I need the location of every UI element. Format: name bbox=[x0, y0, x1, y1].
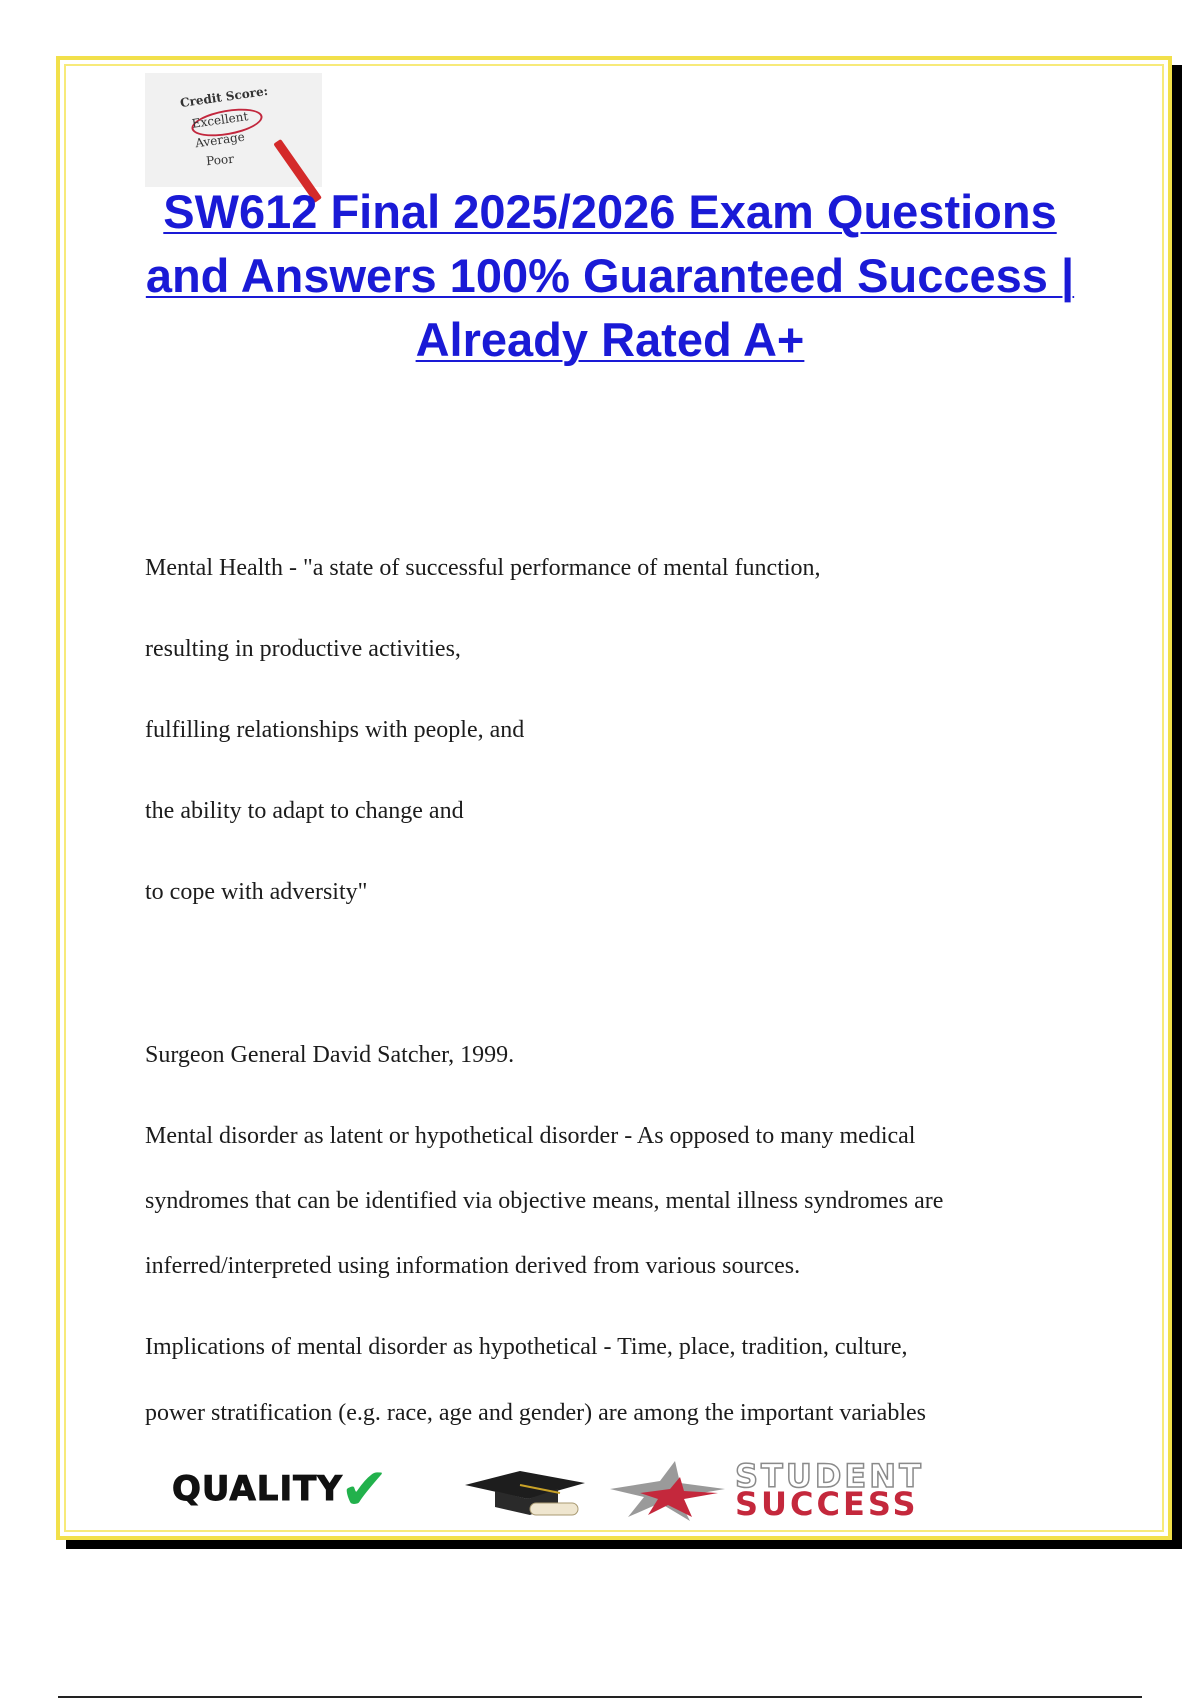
graduation-cap-icon bbox=[460, 1463, 590, 1523]
definition-line: fulfilling relationships with people, and bbox=[145, 717, 525, 743]
definition-line: syndromes that can be identified via objective means, mental illness syndromes are bbox=[145, 1188, 944, 1214]
credit-score-title: Credit Score: bbox=[179, 83, 269, 111]
definition-line: the ability to adapt to change and bbox=[145, 798, 464, 824]
footer-logos bbox=[160, 1455, 1060, 1535]
definition-line: Mental disorder as latent or hypothetical disorder - As opposed to many medical bbox=[145, 1123, 916, 1149]
credit-option-average: Average bbox=[194, 129, 246, 151]
star-swoosh-icon bbox=[600, 1459, 730, 1529]
checkmark-icon: ✔ bbox=[340, 1455, 389, 1523]
definition-line: inferred/interpreted using information derived from various sources. bbox=[145, 1253, 801, 1279]
citation: Surgeon General David Satcher, 1999. bbox=[145, 1042, 515, 1068]
definition-line: Mental Health - "a state of successful performance of mental function, bbox=[145, 555, 821, 581]
definition-line: Implications of mental disorder as hypothetical - Time, place, tradition, culture, bbox=[145, 1334, 908, 1360]
credit-option-poor: Poor bbox=[205, 151, 235, 169]
student-label: STUDENT bbox=[735, 1457, 924, 1495]
student-success-logo bbox=[600, 1459, 1020, 1529]
credit-option-excellent: Excellent bbox=[190, 109, 250, 131]
quality-logo: QUALITY bbox=[172, 1469, 343, 1509]
bottom-divider bbox=[58, 1696, 1142, 1698]
definition-line: to cope with adversity" bbox=[145, 879, 368, 905]
credit-score-image bbox=[145, 73, 322, 187]
success-label: SUCCESS bbox=[735, 1485, 919, 1523]
document-title[interactable]: SW612 Final 2025/2026 Exam Questions and Answers 100% Guaranteed Success | Already Rated A+ bbox=[145, 185, 1075, 366]
definition-line: resulting in productive activities, bbox=[145, 636, 461, 662]
definition-line: power stratification (e.g. race, age and gender) are among the important variables bbox=[145, 1400, 926, 1426]
